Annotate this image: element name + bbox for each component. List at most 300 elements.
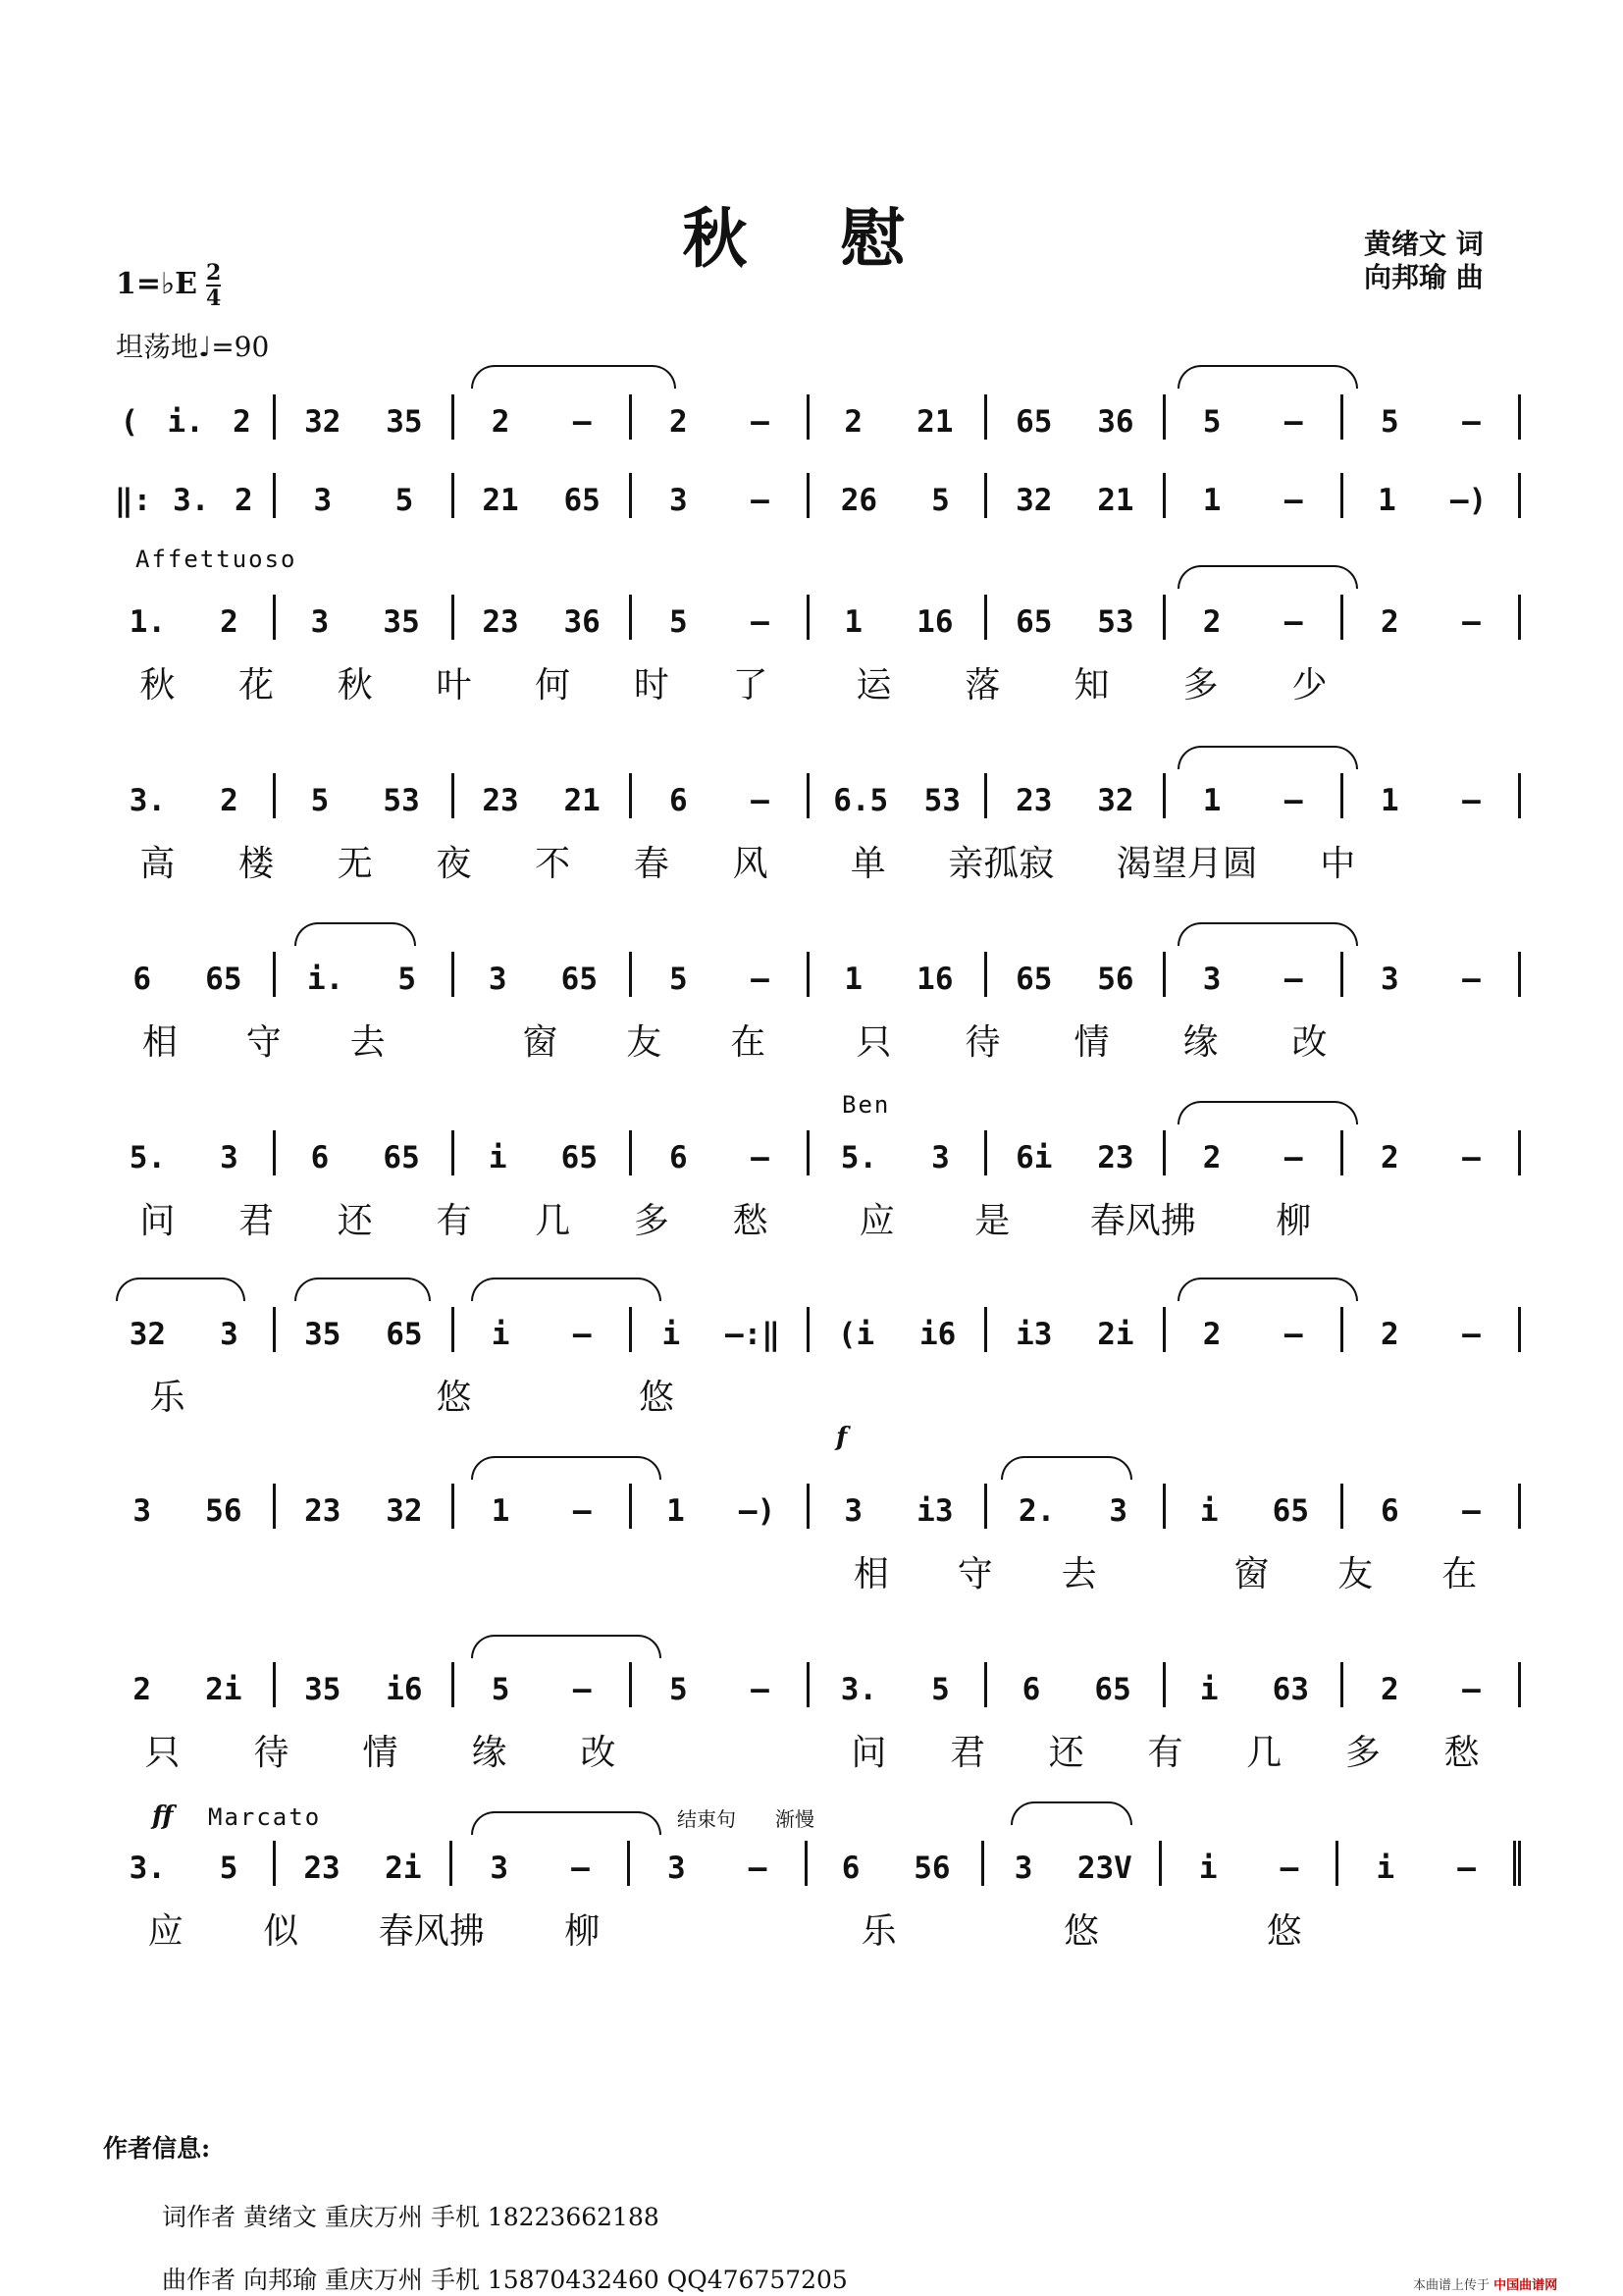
lyric-syllable: 愁 (1443, 1733, 1480, 1773)
note-group: 6 (132, 962, 152, 997)
slur (294, 922, 416, 946)
measure (454, 952, 632, 997)
slur (1178, 746, 1358, 769)
lyric-syllable: 问 (139, 1201, 176, 1241)
measure (454, 1484, 632, 1529)
lyric-syllable: 在 (1441, 1554, 1478, 1594)
slur (471, 1456, 661, 1480)
note-group: 3 (132, 1493, 152, 1529)
lyric-syllable: 只 (144, 1733, 181, 1773)
note-group: 21 (916, 404, 954, 440)
lyric-syllable: 楼 (238, 844, 275, 884)
note-group: 23 (1097, 1140, 1134, 1175)
lyric-line (98, 836, 1521, 886)
measure (630, 1841, 808, 1886)
note-group: –) (738, 1493, 776, 1529)
lyric-syllable: 几 (1246, 1733, 1283, 1773)
lyric-syllable: 情 (362, 1733, 398, 1773)
slur (294, 1278, 431, 1301)
measure (987, 473, 1165, 518)
note-group: – (572, 404, 592, 440)
note-group: –) (1449, 483, 1488, 518)
lyric-syllable: 乐 (861, 1911, 897, 1952)
note-group: – (1283, 1140, 1303, 1175)
note-group: 2 (844, 404, 864, 440)
lyric-syllable: 柳 (564, 1911, 601, 1952)
note-group: 32 (386, 1493, 423, 1529)
measure (1166, 773, 1343, 818)
lyric-syllable: 有 (436, 1201, 472, 1241)
measure (810, 773, 987, 818)
key-signature: 1=♭E (116, 267, 198, 301)
composer-credit: 向邦瑜 曲 (1364, 261, 1484, 293)
system-6 (98, 1124, 1521, 1243)
lyric-syllable: 改 (580, 1733, 616, 1773)
note-group: 65 (1272, 1493, 1309, 1529)
lyric-syllable: 悠 (1266, 1911, 1302, 1952)
lyric-syllable: 守 (245, 1022, 282, 1063)
measure (1166, 1307, 1343, 1352)
slur (1178, 1101, 1358, 1124)
note-group: 6i (1016, 1140, 1053, 1175)
lyric-syllable: 还 (337, 1201, 373, 1241)
note-group: i (488, 1140, 507, 1175)
lyric-syllable: 夜 (436, 844, 472, 884)
note-group: 21 (563, 783, 601, 818)
note-group: – (751, 483, 769, 518)
system-7 (98, 1301, 1521, 1420)
system-3 (98, 589, 1521, 707)
note-group: – (751, 1140, 769, 1175)
note-group: 3 (490, 1851, 508, 1886)
note-group: 3 (1202, 962, 1222, 997)
bar-row (98, 467, 1521, 518)
lyric-syllable: 窗 (1233, 1554, 1270, 1594)
note-group: 2i (1097, 1317, 1134, 1352)
measure (810, 1484, 987, 1529)
note-group: – (751, 404, 769, 440)
measure (1343, 1307, 1521, 1352)
note-group: – (572, 1493, 592, 1529)
note-group: – (572, 1317, 592, 1352)
measure (1166, 1130, 1343, 1175)
lyric-phrase (810, 657, 1521, 707)
note-group: 23 (303, 1851, 340, 1886)
note-group: 65 (1016, 962, 1053, 997)
slur (116, 1278, 245, 1301)
note-group: 65 (205, 962, 242, 997)
note-group: 3 (1380, 962, 1399, 997)
measure (276, 394, 453, 440)
measure (454, 773, 632, 818)
measure (98, 1484, 276, 1529)
note-group: 3 (1014, 1851, 1033, 1886)
lyric-syllable: 悠 (436, 1378, 472, 1418)
note-group: 6 (1380, 1493, 1399, 1529)
measure (98, 1841, 276, 1886)
note-group: 3. (129, 783, 167, 818)
note-group: 3 (931, 1140, 950, 1175)
measure (1343, 473, 1521, 518)
bar-row (98, 1124, 1521, 1175)
lyric-syllable: 何 (535, 665, 571, 705)
note-group: 5 (931, 1672, 950, 1707)
lyric-syllable: 花 (238, 665, 275, 705)
bar-row (98, 1478, 1521, 1529)
measure (454, 473, 632, 518)
note-group: – (1462, 404, 1481, 440)
note-group: 1. (129, 604, 167, 640)
measure (1166, 595, 1343, 640)
lyric-phrase (98, 1370, 810, 1420)
measure (276, 773, 453, 818)
note-group: 5 (931, 483, 950, 518)
time-denominator: 4 (206, 286, 222, 311)
lyric-phrase (98, 1193, 810, 1243)
note-group: 53 (383, 783, 420, 818)
measure (1166, 952, 1343, 997)
measure (98, 952, 276, 997)
credits (1364, 228, 1484, 294)
note-group: 1 (491, 1493, 510, 1529)
note-group: 65 (563, 483, 601, 518)
measure (1166, 1662, 1343, 1707)
lyric-phrase (98, 836, 810, 886)
note-group: i. (306, 962, 344, 997)
note-group: 63 (1272, 1672, 1309, 1707)
lyric-syllable: 似 (263, 1911, 299, 1952)
lyric-syllable: 运 (856, 665, 892, 705)
note-group: 2 (1202, 604, 1222, 640)
lyric-syllable: 高 (139, 844, 176, 884)
measure (454, 394, 632, 440)
lyric-syllable: 多 (633, 1201, 669, 1241)
note-group: – (1462, 1493, 1481, 1529)
note-group: – (751, 962, 769, 997)
measure (1343, 773, 1521, 818)
note-group: 3. (173, 483, 210, 518)
lyricist-credit: 黄绪文 词 (1364, 228, 1484, 260)
time-numerator: 2 (206, 260, 222, 286)
measure (98, 595, 276, 640)
measure (276, 595, 453, 640)
note-group: 26 (840, 483, 878, 518)
lyric-phrase (98, 1904, 810, 1954)
measure (810, 473, 987, 518)
lyric-syllable: 相 (853, 1554, 889, 1594)
lyric-line (98, 1904, 1521, 1954)
lyric-syllable: 亲孤寂 (948, 844, 1055, 884)
note-group: 32 (304, 404, 341, 440)
note-group: 35 (304, 1317, 341, 1352)
note-group: 3 (1109, 1493, 1128, 1529)
lyric-syllable: 春风拂 (1089, 1201, 1196, 1241)
measure (1166, 394, 1343, 440)
note-group: 3 (220, 1317, 238, 1352)
lyric-syllable: 相 (141, 1022, 178, 1063)
lyric-syllable: 君 (950, 1733, 986, 1773)
lyric-syllable: 悠 (638, 1378, 674, 1418)
note-group: 3 (666, 1851, 686, 1886)
note-group: 3. (840, 1672, 878, 1707)
lyric-syllable: 去 (349, 1022, 386, 1063)
note-group: 3 (313, 483, 333, 518)
lyric-syllable: 待 (965, 1022, 1001, 1063)
note-group: 35 (304, 1672, 341, 1707)
site-watermark: 本曲谱上传于 中国曲谱网 (1413, 2278, 1558, 2293)
note-group: 1 (1378, 483, 1396, 518)
note-group: 3 (220, 1140, 238, 1175)
system-8 (98, 1478, 1521, 1596)
lyric-phrase (810, 1015, 1521, 1065)
note-group: i (661, 1317, 681, 1352)
note-group: i6 (386, 1672, 423, 1707)
lyric-syllable: 情 (1073, 1022, 1110, 1063)
lyric-line (98, 657, 1521, 707)
lyric-syllable: 悠 (1064, 1911, 1100, 1952)
lyric-phrase (810, 1193, 1521, 1243)
lyric-syllable: 去 (1061, 1554, 1097, 1594)
note-group: 3 (844, 1493, 864, 1529)
measure (632, 1130, 810, 1175)
lyric-syllable: 少 (1291, 665, 1328, 705)
note-group: – (1457, 1851, 1476, 1886)
note-group: 6 (310, 1140, 330, 1175)
measure (1343, 1662, 1521, 1707)
note-group: 5 (668, 604, 688, 640)
bar-row (98, 389, 1521, 440)
lyric-phrase (810, 1725, 1521, 1775)
measure (1343, 952, 1521, 997)
lyric-phrase (810, 1370, 1521, 1420)
lyric-syllable: 柳 (1276, 1201, 1312, 1241)
measure (276, 473, 453, 518)
affettuoso-mark: Affettuoso (135, 546, 297, 573)
note-group: – (1283, 483, 1303, 518)
note-group: i. (167, 404, 204, 440)
note-group: 5 (310, 783, 330, 818)
lyric-syllable: 时 (633, 665, 669, 705)
lyric-phrase (98, 1725, 810, 1775)
note-group: ‖: (114, 483, 152, 518)
note-group: – (1462, 1317, 1481, 1352)
note-group: 23V (1076, 1851, 1132, 1886)
measure (810, 1130, 987, 1175)
note-group: 6.5 (833, 783, 889, 818)
measure (98, 394, 276, 440)
lyric-syllable: 了 (732, 665, 768, 705)
note-group: i3 (916, 1493, 954, 1529)
measure (1338, 1841, 1521, 1886)
note-group: 1 (1202, 783, 1222, 818)
lyric-line (98, 1015, 1521, 1065)
measure (1343, 1484, 1521, 1529)
note-group: 21 (482, 483, 519, 518)
note-group: i3 (1016, 1317, 1053, 1352)
lyric-line (98, 1725, 1521, 1775)
note-group: 2 (668, 404, 688, 440)
measure (1166, 1484, 1343, 1529)
system-10 (98, 1835, 1521, 1954)
song-title: 秋 慰 (682, 200, 941, 277)
note-group: 65 (560, 1140, 598, 1175)
measure (632, 773, 810, 818)
note-group: 23 (304, 1493, 341, 1529)
lyric-syllable: 风 (732, 844, 768, 884)
lyric-syllable: 有 (1147, 1733, 1183, 1773)
measure (810, 1307, 987, 1352)
system-5 (98, 946, 1521, 1065)
note-group: 3. (129, 1851, 166, 1886)
note-group: 2 (491, 404, 510, 440)
lyric-phrase (98, 1546, 810, 1596)
measure (632, 1307, 810, 1352)
note-group: 32 (129, 1317, 167, 1352)
measure (632, 1662, 810, 1707)
note-group: 23 (482, 783, 519, 818)
measure (276, 1841, 453, 1886)
lyric-syllable: 缘 (471, 1733, 507, 1773)
note-group: 21 (1097, 483, 1134, 518)
note-group: 2 (132, 1672, 152, 1707)
lyric-syllable: 缘 (1182, 1022, 1219, 1063)
slur (471, 1811, 661, 1835)
lyric-syllable: 几 (535, 1201, 571, 1241)
lyric-syllable: 应 (859, 1201, 895, 1241)
lyric-phrase (810, 836, 1521, 886)
note-group: 5 (491, 1672, 510, 1707)
note-group: 2 (1202, 1140, 1222, 1175)
lyric-syllable: 守 (957, 1554, 993, 1594)
lyric-syllable: 应 (147, 1911, 183, 1952)
note-group: 5 (1380, 404, 1399, 440)
note-group: 36 (1097, 404, 1134, 440)
note-group: – (1462, 1672, 1481, 1707)
note-group: 1 (1380, 783, 1399, 818)
note-group: – (572, 1672, 592, 1707)
measure (1343, 595, 1521, 640)
slur (1001, 1456, 1132, 1480)
note-group: 65 (1016, 404, 1053, 440)
measure (276, 1484, 453, 1529)
bar-row (98, 1656, 1521, 1707)
system-1 (98, 389, 1521, 440)
measure (810, 1662, 987, 1707)
note-group: – (571, 1851, 590, 1886)
measure (632, 394, 810, 440)
slur (1178, 565, 1358, 589)
note-group: 6 (668, 783, 688, 818)
note-group: – (1283, 962, 1303, 997)
measure (984, 1841, 1162, 1886)
lyric-phrase (810, 1546, 1521, 1596)
ben-mark: Ben (842, 1091, 891, 1119)
note-group: 2i (205, 1672, 242, 1707)
note-group: i (1199, 1672, 1219, 1707)
bar-row (98, 1835, 1521, 1886)
measure (810, 952, 987, 997)
note-group: ( (120, 404, 139, 440)
measure (987, 773, 1165, 818)
system-9 (98, 1656, 1521, 1775)
note-group: 2 (234, 483, 253, 518)
note-group: 5. (129, 1140, 167, 1175)
lyric-syllable: 乐 (149, 1378, 185, 1418)
lyric-syllable: 春风拂 (378, 1911, 485, 1952)
note-group: 32 (1016, 483, 1053, 518)
measure (1166, 473, 1343, 518)
note-group: – (1462, 962, 1481, 997)
lyric-syllable: 中 (1320, 844, 1356, 884)
measure (454, 1307, 632, 1352)
note-group: 16 (916, 604, 954, 640)
lyric-syllable: 落 (965, 665, 1001, 705)
note-group: 56 (1097, 962, 1134, 997)
measure (276, 1662, 453, 1707)
measure (808, 1841, 985, 1886)
note-group: – (1283, 604, 1303, 640)
note-group: 2 (1380, 1672, 1399, 1707)
measure (810, 595, 987, 640)
measure (632, 952, 810, 997)
note-group: 5 (397, 962, 417, 997)
lyric-phrase (98, 657, 810, 707)
slur (1178, 922, 1358, 946)
bar-row (98, 1301, 1521, 1352)
note-group: 5 (668, 962, 688, 997)
note-group: 35 (386, 404, 423, 440)
lyric-phrase (810, 1904, 1521, 1954)
note-group: 1 (666, 1493, 685, 1529)
note-group: 6 (841, 1851, 861, 1886)
note-group: 53 (1097, 604, 1134, 640)
measure (632, 473, 810, 518)
measure (454, 1662, 632, 1707)
lyric-syllable: 知 (1073, 665, 1110, 705)
note-group: – (751, 604, 769, 640)
note-group: 1 (844, 962, 864, 997)
slur (471, 1278, 661, 1301)
note-group: – (1462, 783, 1481, 818)
lyric-syllable: 是 (974, 1201, 1011, 1241)
lyricist-info: 词作者 黄绪文 重庆万州 手机 18223662188 (162, 2203, 659, 2231)
bar-row (98, 946, 1521, 997)
slur (1178, 365, 1358, 389)
note-group: – (1283, 1317, 1303, 1352)
lyric-syllable: 待 (253, 1733, 289, 1773)
note-group: 65 (383, 1140, 420, 1175)
note-group: – (1283, 404, 1303, 440)
measure (98, 773, 276, 818)
lyric-syllable: 秋 (337, 665, 373, 705)
measure (987, 394, 1165, 440)
note-group: – (1462, 1140, 1481, 1175)
lyric-syllable: 友 (626, 1022, 662, 1063)
note-group: 6 (1021, 1672, 1041, 1707)
note-group: 65 (386, 1317, 423, 1352)
lyric-syllable: 问 (851, 1733, 887, 1773)
tempo-marking: 坦荡地♩=90 (116, 331, 270, 363)
lyric-syllable: 只 (856, 1022, 892, 1063)
slur (471, 365, 676, 389)
note-group: 53 (923, 783, 961, 818)
lyric-syllable: 春 (633, 844, 669, 884)
measure (987, 1484, 1165, 1529)
measure (987, 952, 1165, 997)
note-group: 2 (1380, 1317, 1399, 1352)
note-group: 1 (1202, 483, 1222, 518)
note-group: 35 (383, 604, 420, 640)
